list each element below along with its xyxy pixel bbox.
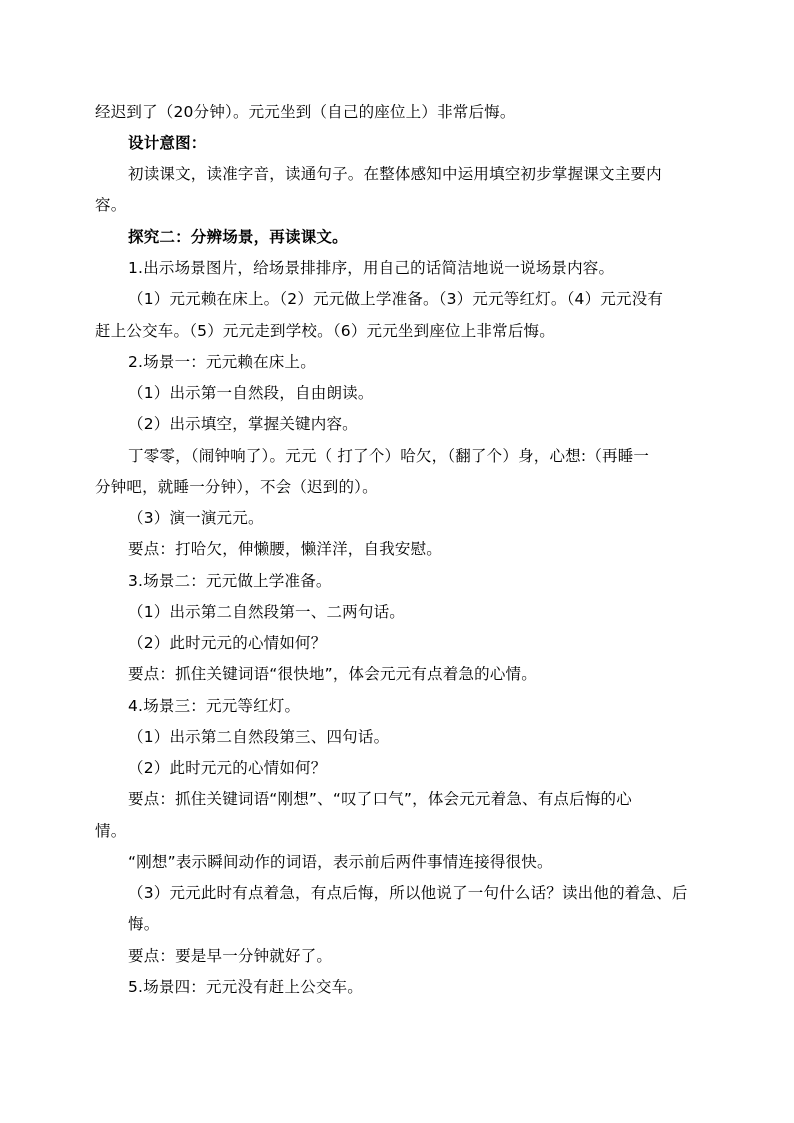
text-line: 4.场景三：元元等红灯。 (128, 697, 301, 715)
text-line: 赶上公交车。（5）元元走到学校。（6）元元坐到座位上非常后悔。 (95, 322, 555, 340)
text-line: 5.场景四：元元没有赶上公交车。 (128, 978, 363, 996)
text-line: 经迟到了（20分钟）。元元坐到（自己的座位上）非常后悔。 (95, 103, 516, 121)
section-heading: 设计意图： (128, 134, 207, 152)
text-line: （1）出示第二自然段第一、二两句话。 (128, 603, 405, 621)
text-line: 要点：抓住关键词语“刚想”、“叹了口气”，体会元元着急、有点后悔的心 (128, 790, 632, 808)
text-line: （2）此时元元的心情如何？ (128, 634, 327, 652)
text-line: （1）出示第二自然段第三、四句话。 (128, 728, 390, 746)
text-line: （2）此时元元的心情如何？ (128, 759, 327, 777)
text-line: 1.出示场景图片，给场景排排序，用自己的话简洁地说一说场景内容。 (128, 259, 615, 277)
text-line: “刚想”表示瞬间动作的词语，表示前后两件事情连接得很快。 (128, 853, 553, 871)
text-line: 3.场景二：元元做上学准备。 (128, 572, 332, 590)
section-heading: 探究二：分辨场景，再读课文。 (128, 228, 348, 246)
text-line: 要点：抓住关键词语“很快地”，体会元元有点着急的心情。 (128, 665, 537, 683)
text-line: （1）元元赖在床上。（2）元元做上学准备。（3）元元等红灯。（4）元元没有 (128, 290, 664, 308)
text-line: （3）演一演元元。 (128, 509, 264, 527)
text-line: 情。 (95, 822, 127, 840)
text-line: 分钟吧，就睡一分钟），不会（迟到的）。 (95, 478, 378, 496)
text-line: （2）出示填空，掌握关键内容。 (128, 415, 358, 433)
text-line: 要点：要是早一分钟就好了。 (128, 947, 333, 965)
text-line: 2.场景一：元元赖在床上。 (128, 353, 316, 371)
text-line: 悔。 (128, 915, 160, 933)
text-line: 容。 (95, 196, 127, 214)
text-line: 初读课文，读准字音，读通句子。在整体感知中运用填空初步掌握课文主要内 (128, 165, 662, 183)
text-line: 要点：打哈欠，伸懒腰，懒洋洋，自我安慰。 (128, 540, 443, 558)
text-line: （1）出示第一自然段，自由朗读。 (128, 384, 374, 402)
text-line: 丁零零，（闹钟响了）。元元（ 打了个）哈欠，（翻了个）身，心想:（再睡一 (128, 447, 650, 465)
text-line: （3）元元此时有点着急，有点后悔，所以他说了一句什么话？读出他的着急、后 (128, 884, 688, 902)
